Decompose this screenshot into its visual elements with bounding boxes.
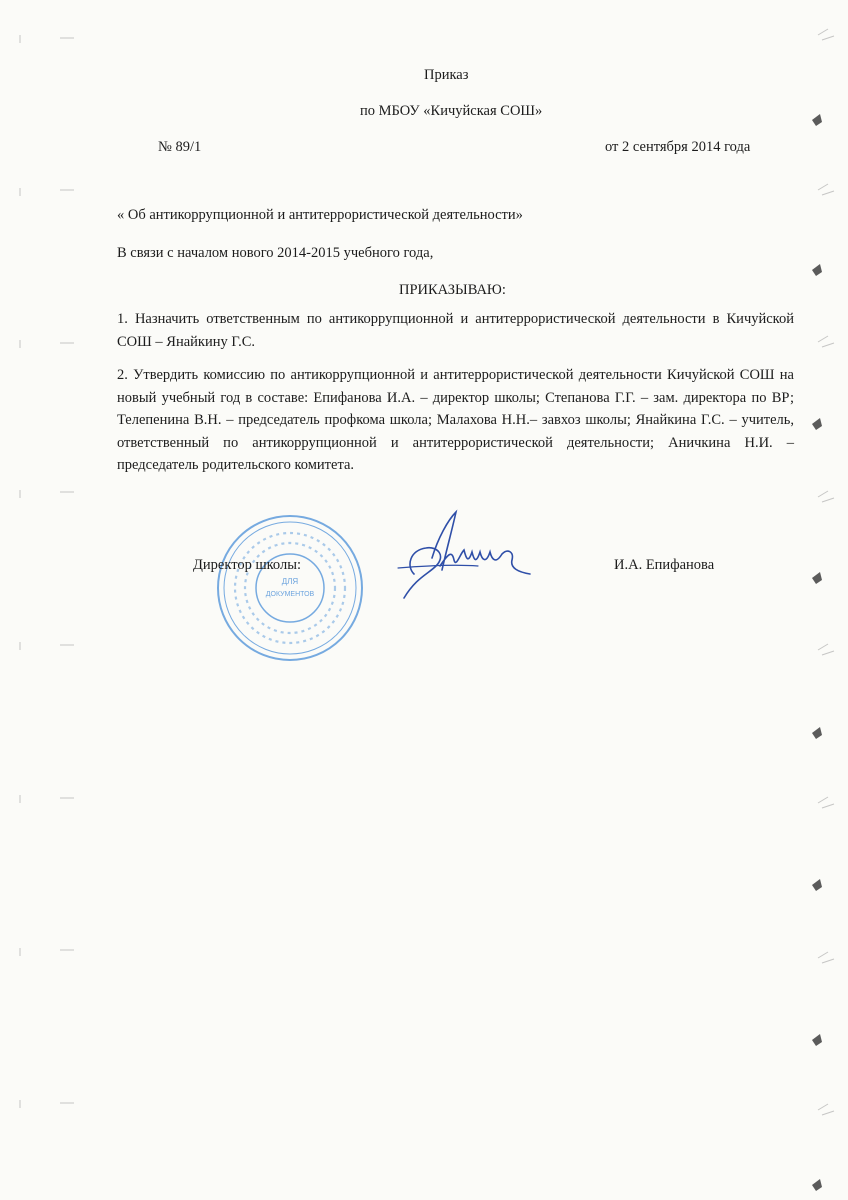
round-seal bbox=[214, 512, 366, 664]
signature-name: И.А. Епифанова bbox=[614, 557, 715, 573]
order-item-1: 1. Назначить ответственным по антикоррупционной и антитеррористической деятельности в Кичуйской СОШ – Янайкину Г.С. bbox=[117, 311, 794, 350]
order-number: № 89/1 bbox=[158, 139, 202, 155]
document-title: Приказ bbox=[424, 67, 469, 83]
svg-text:ДЛЯ: ДЛЯ bbox=[281, 577, 299, 586]
organization-line: по МБОУ «Кичуйская СОШ» bbox=[360, 103, 543, 119]
svg-text:ДОКУМЕНТОВ: ДОКУМЕНТОВ bbox=[265, 591, 315, 598]
order-subject: « Об антикоррупционной и антитеррористической деятельности» bbox=[117, 207, 523, 223]
order-item-2: 2. Утвердить комиссию по антикоррупционной и антитеррористической деятельности Кичуйской СОШ на новый учебный год в составе: Епифанова И.А. – директор школы; Степанова Г.Г. – зам. директора по ВР; Телепенина В.Н. – председатель профкома школа; Малахова Н.Н.– завхоз школы; Янайкина Г.С. – учитель, ответственный по антикоррупционной и антитеррористической деятельности; Аничкина Н.И. – председатель родительского комитета. bbox=[117, 367, 794, 473]
order-date: от 2 сентября 2014 года bbox=[605, 139, 751, 155]
signature-position: Директор школы: bbox=[193, 557, 301, 573]
handwritten-signature bbox=[392, 508, 542, 602]
order-preamble: В связи с началом нового 2014-2015 учебного года, bbox=[117, 245, 434, 261]
order-word: ПРИКАЗЫВАЮ: bbox=[399, 282, 506, 298]
